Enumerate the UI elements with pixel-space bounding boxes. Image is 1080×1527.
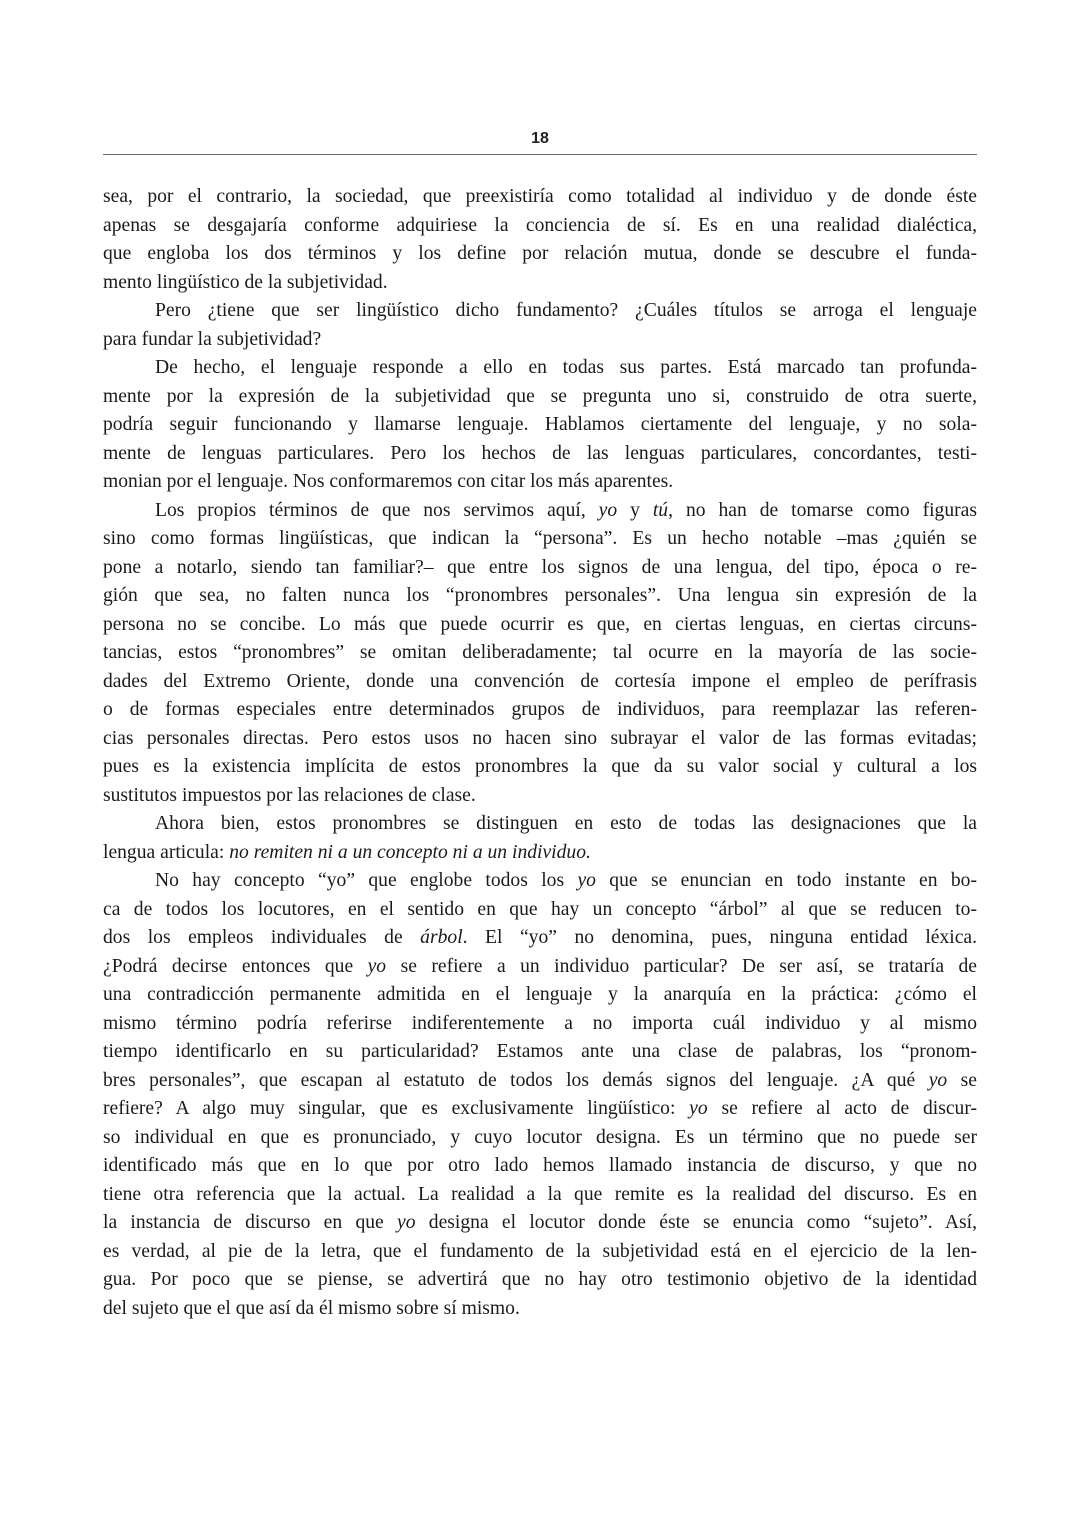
text-run: y bbox=[617, 499, 653, 521]
text-run: lengua articula: bbox=[103, 841, 230, 863]
text-run: mento lingüístico de la subjetividad. bbox=[103, 271, 388, 293]
text-line bbox=[103, 497, 977, 526]
text-run: identificado más que en lo que por otro lado hemos llamado instancia de discurso, y que no bbox=[103, 1155, 977, 1176]
text-run: Los propios términos de que nos servimos aquí, bbox=[155, 499, 599, 521]
paragraph bbox=[103, 354, 977, 497]
text-run: designa el locutor donde éste se enuncia como “sujeto”. Así, bbox=[415, 1212, 977, 1233]
text-run: ¿Podrá decirse entonces que bbox=[103, 955, 368, 977]
text-line bbox=[103, 411, 977, 440]
italic-text: tú bbox=[652, 499, 669, 521]
text-line bbox=[103, 582, 977, 611]
text-run: , no han de tomarse como figuras bbox=[668, 499, 977, 521]
text-run: mente por la expresión de la subjetividad que se pregunta uno si, construido de otra suerte, bbox=[103, 385, 977, 407]
text-line bbox=[103, 212, 977, 241]
text-line bbox=[103, 354, 977, 383]
italic-text: no remiten ni a un concepto ni a un individuo. bbox=[229, 841, 591, 863]
text-run: tancias, estos “pronombres” se omitan deliberadamente; tal ocurre en la mayoría de las socie- bbox=[103, 642, 977, 663]
text-run: es verdad, al pie de la letra, que el fundamento de la subjetividad está en el ejercicio de la len- bbox=[103, 1240, 977, 1262]
text-line bbox=[103, 183, 977, 212]
text-run: sea, por el contrario, la sociedad, que preexistiría como totalidad al individuo y de donde éste bbox=[103, 186, 977, 207]
text-line bbox=[103, 1124, 977, 1153]
text-line bbox=[103, 326, 977, 355]
text-line bbox=[103, 1266, 977, 1295]
text-run: pone a notarlo, siendo tan familiar?– que entre los signos de una lengua, del tipo, época o re- bbox=[103, 556, 977, 578]
italic-text: yo bbox=[598, 499, 618, 521]
text-run: la instancia de discurso en que bbox=[103, 1212, 398, 1233]
text-line bbox=[103, 269, 977, 298]
text-line bbox=[103, 896, 977, 925]
text-line bbox=[103, 1238, 977, 1267]
text-line bbox=[103, 839, 977, 868]
text-run: ca de todos los locutores, en el sentido en que hay un concepto “árbol” al que se reducen to- bbox=[103, 898, 977, 920]
header-rule bbox=[103, 154, 977, 155]
text-run: tiene otra referencia que la actual. La realidad a la que remite es la realidad del discurso. Es en bbox=[103, 1183, 977, 1205]
text-run: . El “yo” no denomina, pues, ninguna entidad léxica. bbox=[462, 927, 977, 948]
text-run: monian por el lenguaje. Nos conformaremos con citar los más aparentes. bbox=[103, 471, 674, 492]
text-run: mismo término podría referirse indiferentemente a no importa cuál individuo y al mismo bbox=[103, 1012, 977, 1034]
text-line bbox=[103, 639, 977, 668]
text-line bbox=[103, 953, 977, 982]
text-run: una contradicción permanente admitida en el lenguaje y la anarquía en la práctica: ¿cómo el bbox=[103, 984, 977, 1005]
text-run: o de formas especiales entre determinados grupos de individuos, para reemplazar las referen- bbox=[103, 699, 977, 720]
text-line bbox=[103, 1181, 977, 1210]
text-run: que se enuncian en todo instante en bo- bbox=[595, 870, 977, 891]
text-line bbox=[103, 240, 977, 269]
italic-text: yo bbox=[577, 870, 596, 891]
paragraph bbox=[103, 497, 977, 811]
text-line bbox=[103, 1067, 977, 1096]
text-run: bres personales”, que escapan al estatuto de todos los demás signos del lenguaje. ¿A qué bbox=[103, 1069, 929, 1091]
text-run: para fundar la subjetividad? bbox=[103, 328, 322, 350]
text-run: persona no se concibe. Lo más que puede ocurrir es que, en ciertas lenguas, en ciertas circuns- bbox=[103, 613, 977, 635]
text-run: sustitutos impuestos por las relaciones de clase. bbox=[103, 784, 476, 806]
text-line bbox=[103, 1295, 977, 1324]
text-line bbox=[103, 782, 977, 811]
italic-text: yo bbox=[928, 1069, 948, 1091]
text-run: sino como formas lingüísticas, que indican la “persona”. Es un hecho notable –mas ¿quién se bbox=[103, 528, 977, 549]
text-run: De hecho, el lenguaje responde a ello en todas sus partes. Está marcado tan profunda- bbox=[155, 357, 977, 378]
text-line bbox=[103, 1010, 977, 1039]
text-run: refiere? A algo muy singular, que es exclusivamente lingüístico: bbox=[103, 1098, 690, 1119]
text-run: apenas se desgajaría conforme adquiriese la conciencia de sí. Es en una realidad dialéctica, bbox=[103, 214, 977, 236]
text-line bbox=[103, 924, 977, 953]
text-run: Ahora bien, estos pronombres se distinguen en esto de todas las designaciones que la bbox=[155, 813, 977, 834]
text-run: dades del Extremo Oriente, donde una convención de cortesía impone el empleo de perífrasis bbox=[103, 670, 977, 692]
text-run: cias personales directas. Pero estos usos no hacen sino subrayar el valor de las formas evitadas; bbox=[103, 727, 977, 749]
text-line bbox=[103, 1095, 977, 1124]
text-run: mente de lenguas particulares. Pero los hechos de las lenguas particulares, concordantes, testi- bbox=[103, 442, 977, 464]
text-line bbox=[103, 297, 977, 326]
text-line bbox=[103, 611, 977, 640]
paragraph bbox=[103, 183, 977, 297]
text-line bbox=[103, 981, 977, 1010]
paragraph bbox=[103, 810, 977, 867]
text-run: del sujeto que el que así da él mismo sobre sí mismo. bbox=[103, 1297, 520, 1319]
text-run: tiempo identificarlo en su particularidad? Estamos ante una clase de palabras, los “pronom- bbox=[103, 1041, 977, 1062]
text-line bbox=[103, 554, 977, 583]
text-line bbox=[103, 1038, 977, 1067]
text-line bbox=[103, 1209, 977, 1238]
text-line bbox=[103, 383, 977, 412]
text-run: se refiere al acto de discur- bbox=[707, 1098, 977, 1119]
text-run: Pero ¿tiene que ser lingüístico dicho fundamento? ¿Cuáles títulos se arroga el lenguaje bbox=[155, 300, 977, 321]
italic-text: árbol bbox=[420, 927, 463, 948]
text-run: que engloba los dos términos y los define por relación mutua, donde se descubre el funda- bbox=[103, 243, 977, 264]
italic-text: yo bbox=[397, 1212, 416, 1233]
text-run: se refiere a un individuo particular? De ser así, se trataría de bbox=[386, 955, 977, 977]
text-run: gua. Por poco que se piense, se advertirá que no hay otro testimonio objetivo de la identidad bbox=[103, 1269, 977, 1290]
text-line bbox=[103, 696, 977, 725]
text-run: pues es la existencia implícita de estos pronombres la que da su valor social y cultural a los bbox=[103, 756, 977, 777]
paragraph bbox=[103, 867, 977, 1323]
text-line bbox=[103, 725, 977, 754]
text-line bbox=[103, 1152, 977, 1181]
page-number: 18 bbox=[531, 130, 549, 147]
text-run: No hay concepto “yo” que englobe todos los bbox=[155, 870, 578, 891]
text-line bbox=[103, 867, 977, 896]
text-line bbox=[103, 525, 977, 554]
text-run: dos los empleos individuales de bbox=[103, 927, 421, 948]
text-run: podría seguir funcionando y llamarse lenguaje. Hablamos ciertamente del lenguaje, y no sola- bbox=[103, 414, 977, 435]
text-run: gión que sea, no falten nunca los “pronombres personales”. Una lengua sin expresión de la bbox=[103, 585, 977, 606]
text-line bbox=[103, 753, 977, 782]
text-run: so individual en que es pronunciado, y cuyo locutor designa. Es un término que no puede ser bbox=[103, 1126, 977, 1148]
body-text bbox=[103, 183, 977, 1323]
text-line bbox=[103, 810, 977, 839]
text-line bbox=[103, 468, 977, 497]
italic-text: yo bbox=[689, 1098, 708, 1119]
paragraph bbox=[103, 297, 977, 354]
text-line bbox=[103, 668, 977, 697]
text-line bbox=[103, 440, 977, 469]
text-run: se bbox=[947, 1069, 977, 1091]
italic-text: yo bbox=[367, 955, 387, 977]
